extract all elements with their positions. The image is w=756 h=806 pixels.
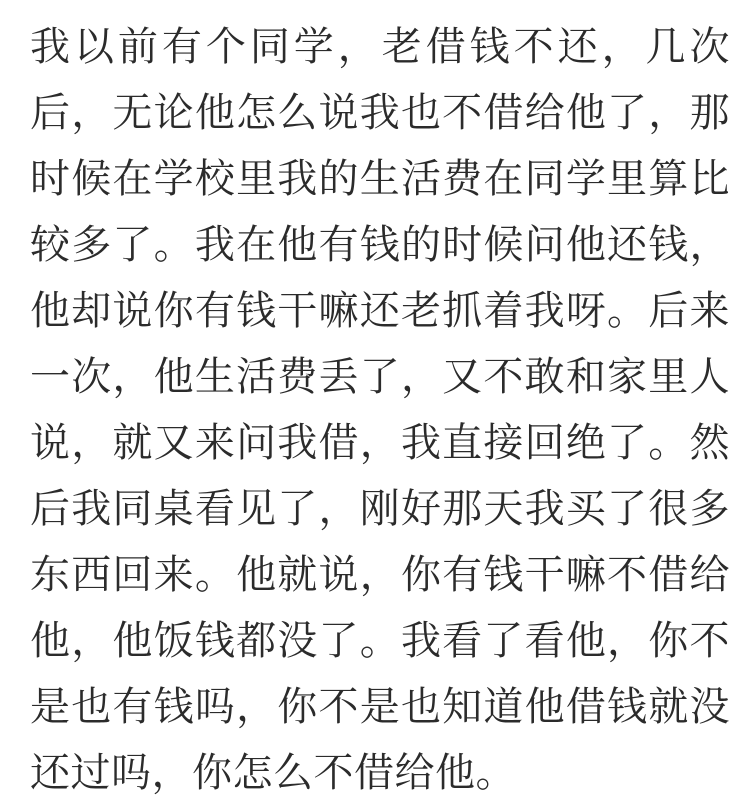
- paragraph-text: 我以前有个同学，老借钱不还，几次后，无论他怎么说我也不借给他了，那时候在学校里我的生活费在同学里算比较多了。我在他有钱的时候问他还钱，他却说你有钱干嘛还老抓着我呀。后来一次，他生活费丢了，又不敢和家里人说，就又来问我借，我直接回绝了。然后我同桌看见了，刚好那天我买了很多东西回来。他就说，你有钱干嘛不借给他，他饭钱都没了。我看了看他，你不是也有钱吗，你不是也知道他借钱就没还过吗，你怎么不借给他。: [30, 24, 730, 796]
